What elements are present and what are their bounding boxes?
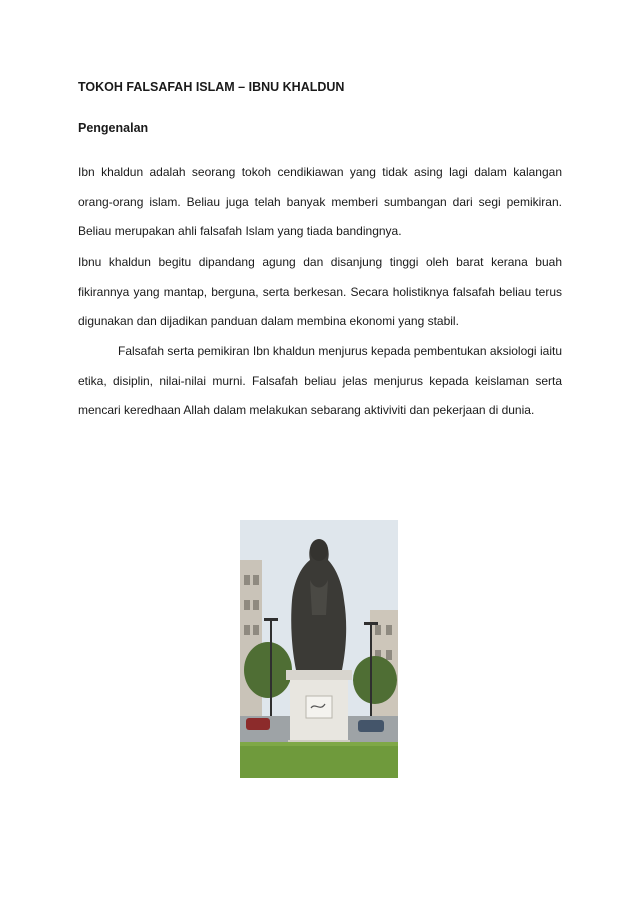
section-heading: Pengenalan: [78, 121, 149, 135]
statue-photo: [240, 520, 398, 778]
statue-illustration: [240, 520, 398, 778]
paragraph-2: Ibnu khaldun begitu dipandang agung dan disanjung tinggi oleh barat kerana buah fikirannya yang mantap, berguna, serta berkesan. Secara holistiknya falsafah beliau terus digunakan dan dijadikan panduan dalam membina ekonomi yang stabil.: [78, 255, 562, 328]
tree-left: [244, 642, 292, 698]
statue-head: [310, 539, 328, 561]
paragraph-1: Ibn khaldun adalah seorang tokoh cendikiawan yang tidak asing lagi dalam kalangan orang-orang islam. Beliau juga telah banyak memberi sumbangan dari segi pemikiran. Beliau merupakan ahli falsafah Islam yang tiada bandingnya.: [78, 165, 562, 238]
tree-right: [353, 656, 397, 704]
paragraph-3: Falsafah serta pemikiran Ibn khaldun menjurus kepada pembentukan aksiologi iaitu etika, disiplin, nilai-nilai murni. Falsafah beliau jelas menjurus kepada keislaman serta mencari keredhaan Allah dalam melakukan sebarang aktiviviti dan pekerjaan di dunia.: [78, 344, 562, 417]
pedestal-top: [286, 670, 352, 680]
document-title: TOKOH FALSAFAH ISLAM – IBNU KHALDUN: [78, 80, 345, 94]
grass: [240, 742, 398, 778]
